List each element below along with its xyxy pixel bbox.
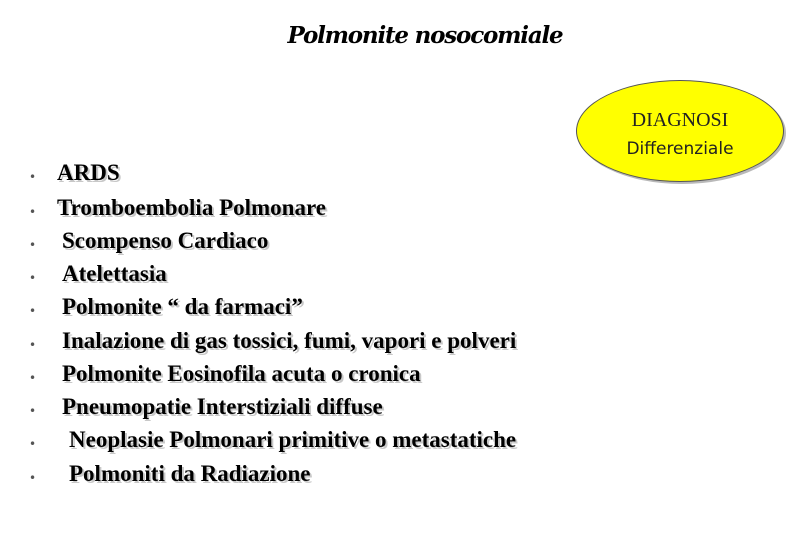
list-item-text: Polmonite Eosinofila acuta o cronica — [62, 361, 421, 386]
bullet-icon: • — [29, 404, 37, 418]
list-item-text: ARDS — [57, 160, 120, 185]
list-item-text: Pneumopatie Interstiziali diffuse — [62, 394, 383, 419]
bullet-icon: • — [29, 437, 37, 451]
bullet-icon: • — [29, 205, 37, 219]
bullet-icon: • — [29, 471, 37, 485]
list-item-text: Neoplasie Polmonari primitive o metastatiche — [69, 427, 517, 452]
list-item-text: Polmoniti da Radiazione — [69, 461, 311, 486]
bullet-icon: • — [29, 304, 37, 318]
list-item-text: Tromboembolia Polmonare — [57, 195, 326, 220]
bullet-icon: • — [29, 371, 37, 385]
badge-title: DIAGNOSI — [631, 109, 729, 131]
list-item-text: Atelettasia — [62, 261, 167, 286]
bullet-icon: • — [29, 338, 37, 352]
bullet-icon: • — [29, 238, 37, 252]
diagnosi-badge — [576, 80, 784, 182]
list-item-text: Inalazione di gas tossici, fumi, vapori e polveri — [62, 328, 517, 353]
bullet-icon: • — [29, 271, 37, 285]
badge-subtitle: Differenziale — [626, 139, 734, 159]
list-item-text: Polmonite “ da farmaci” — [62, 294, 303, 319]
bullet-icon: • — [29, 170, 37, 184]
list-item-text: Scompenso Cardiaco — [62, 228, 269, 253]
slide-title: Polmonite nosocomiale — [287, 22, 563, 49]
